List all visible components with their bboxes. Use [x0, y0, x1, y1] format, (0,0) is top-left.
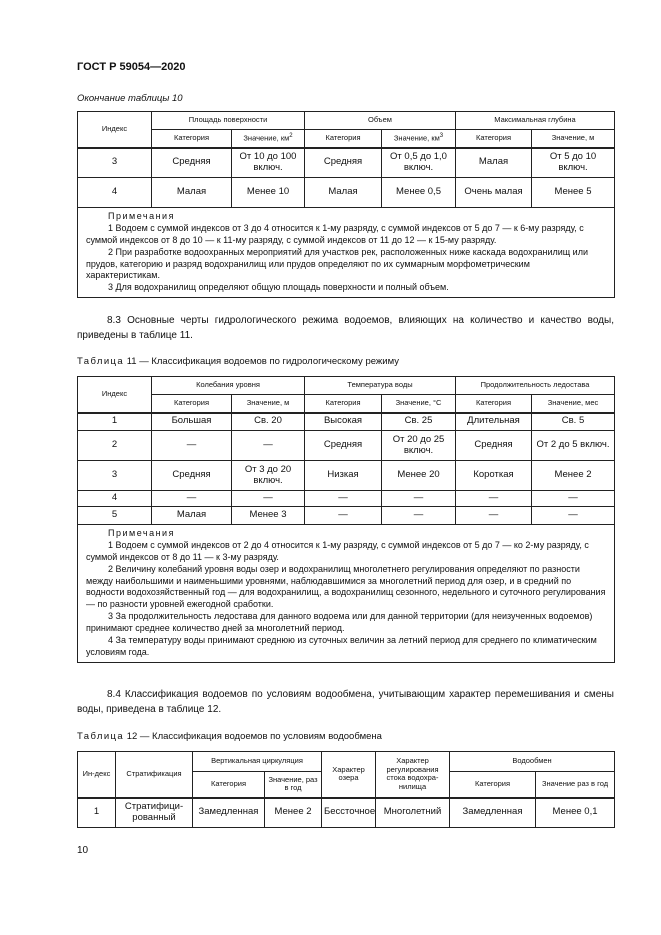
column-header: Категория	[456, 395, 532, 413]
table-cell: 2	[78, 431, 152, 461]
table-cell: —	[232, 431, 305, 461]
table-cell: От 10 до 100 включ.	[232, 148, 305, 178]
table-11	[77, 376, 615, 663]
table-cell: Малая	[305, 178, 382, 208]
table-cell: Длительная	[456, 413, 532, 431]
column-header: Стратификация	[116, 752, 193, 798]
notes-title: Примечания	[108, 528, 175, 538]
table-cell: —	[305, 491, 382, 507]
table-cell: Св. 25	[382, 413, 456, 431]
note-item: 4 За температуру воды принимают среднюю из суточных величин за летний период для среднего по климатическим условиям года.	[86, 634, 597, 657]
note-item: 1 Водоем с суммой индексов от 3 до 4 относится к 1-му разряду, с суммой индексов от 5 до 7 — к 6-му разряду, с суммой индексов от 8 до 10 — к 11-му разряду, с суммой индексов от 11 до 12 — к 15-му разряду.	[86, 222, 584, 245]
table-cell: Менее 10	[232, 178, 305, 208]
document-code: ГОСТ Р 59054—2020	[77, 61, 186, 73]
table-cell: Многолетний	[376, 798, 450, 828]
table-cell: Св. 5	[532, 413, 615, 431]
table-cell: От 5 до 10 включ.	[532, 148, 615, 178]
column-header: Категория	[456, 130, 532, 148]
table-cell: Менее 0,1	[536, 798, 615, 828]
table-cell: —	[152, 491, 232, 507]
table-cell: Малая	[456, 148, 532, 178]
column-header: Значение, $км^3$	[382, 130, 456, 148]
column-header: Категория	[152, 395, 232, 413]
table-cell: От 0,5 до 1,0 включ.	[382, 148, 456, 178]
table-cell: Менее 2	[265, 798, 322, 828]
group-header: Объем	[305, 112, 456, 130]
group-header: Максимальная глубина	[456, 112, 615, 130]
table-cell: Бессточное	[322, 798, 376, 828]
table12-caption: Таблица 12 — Классификация водоемов по условиям водообмена	[77, 731, 382, 742]
table-cell: Менее 5	[532, 178, 615, 208]
group-header: Водообмен	[450, 752, 615, 772]
note-item: 1 Водоем с суммой индексов от 2 до 4 относится к 1-му разряду, с суммой индексов от 5 до 7 — ко 2-му разряду, с суммой индексов от 8 до 11 — к 3-му разряду.	[86, 539, 589, 562]
table-cell: От 20 до 25 включ.	[382, 431, 456, 461]
note-item: 2 При разработке водоохранных мероприятий для участков рек, расположенных ниже каскада водохранилищ или прудов, категорию и разряд водохранилищ или прудов определяют по их суммарным морфометрическим характеристикам.	[86, 246, 588, 281]
column-header: Характер регулирования стока водохра-нилища	[376, 752, 450, 798]
table-row	[78, 507, 615, 525]
note-item: 3 Для водохранилищ определяют общую площадь поверхности и полный объем.	[108, 282, 449, 293]
column-header: Значение, $км^2$	[232, 130, 305, 148]
table-row	[78, 461, 615, 491]
table-row	[78, 148, 615, 178]
paragraph-8-3: 8.3 Основные черты гидрологического режима водоемов, влияющих на количество и качество воды, приведены в таблице 11.	[77, 315, 614, 341]
table-cell: 3	[78, 148, 152, 178]
column-header: Значение, м	[532, 130, 615, 148]
table-row	[78, 413, 615, 431]
table-cell: 1	[78, 413, 152, 431]
notes-title: Примечания	[108, 211, 175, 221]
table-cell: —	[532, 491, 615, 507]
group-header: Колебания уровня	[152, 377, 305, 395]
table-cell: Менее 2	[532, 461, 615, 491]
column-header: Значение, раз в год	[265, 772, 322, 798]
table-cell: Средняя	[456, 431, 532, 461]
page-number: 10	[77, 845, 89, 856]
table-cell: 4	[78, 178, 152, 208]
column-header: Характер озера	[322, 752, 376, 798]
column-header: Категория	[152, 130, 232, 148]
table-cell: От 2 до 5 включ.	[532, 431, 615, 461]
table-cell: Средняя	[152, 148, 232, 178]
column-header: Категория	[450, 772, 536, 798]
table-cell: Малая	[152, 507, 232, 525]
table-cell: —	[456, 507, 532, 525]
table-cell: Менее 0,5	[382, 178, 456, 208]
table10-caption: Окончание таблицы 10	[77, 93, 183, 104]
column-header: Категория	[193, 772, 265, 798]
table-cell: Стратифици-рованный	[116, 798, 193, 828]
table-cell: Средняя	[152, 461, 232, 491]
table-cell: —	[382, 507, 456, 525]
table-cell: Менее 20	[382, 461, 456, 491]
table-notes	[78, 208, 615, 298]
table-cell: Замедленная	[193, 798, 265, 828]
group-header: Вертикальная циркуляция	[193, 752, 322, 772]
table-cell: —	[305, 507, 382, 525]
table-cell: 4	[78, 491, 152, 507]
column-header: Значение, мес	[532, 395, 615, 413]
note-item: 2 Величину колебаний уровня воды озер и водохранилищ многолетнего регулирования определяют по разности между наибольшими и наименьшими уровнями, наблюдавшимися за многолетний период для озер, и в средний по водности водохозяйственный год — для водохранилищ, а водохранилищ сезонного, недельного и суточного регулирования — по разности уровней ежегодной сработки.	[86, 563, 606, 610]
table-cell: —	[532, 507, 615, 525]
table-cell: Замедленная	[450, 798, 536, 828]
column-header: Значение, °С	[382, 395, 456, 413]
table-10	[77, 111, 615, 298]
table-cell: —	[232, 491, 305, 507]
table-cell: —	[382, 491, 456, 507]
table-cell: Малая	[152, 178, 232, 208]
table-12	[77, 751, 615, 828]
column-header: Категория	[305, 395, 382, 413]
note-item: 3 За продолжительность ледостава для данного водоема или для данной территории (для неизученных водоемов) принимают среднее количество дней за многолетний период.	[86, 611, 593, 633]
table-cell: 1	[78, 798, 116, 828]
table-cell: Высокая	[305, 413, 382, 431]
table-cell: Средняя	[305, 148, 382, 178]
group-header: Температура воды	[305, 377, 456, 395]
table-row	[78, 798, 615, 828]
group-header: Продолжительность ледостава	[456, 377, 615, 395]
table-cell: Короткая	[456, 461, 532, 491]
table-cell: Менее 3	[232, 507, 305, 525]
table-cell: —	[456, 491, 532, 507]
table-row	[78, 178, 615, 208]
paragraph-8-4: 8.4 Классификация водоемов по условиям водообмена, учитывающим характер перемешивания и смены воды, приведена в таблице 12.	[77, 689, 614, 715]
index-header: Индекс	[78, 112, 152, 148]
table11-caption: Таблица 11 — Классификация водоемов по гидрологическому режиму	[77, 356, 399, 367]
column-header: Категория	[305, 130, 382, 148]
table-cell: Средняя	[305, 431, 382, 461]
table-cell: От 3 до 20 включ.	[232, 461, 305, 491]
table-cell: Св. 20	[232, 413, 305, 431]
table-cell: —	[152, 431, 232, 461]
table-cell: Большая	[152, 413, 232, 431]
column-header: Значение, м	[232, 395, 305, 413]
table-notes	[78, 525, 615, 663]
index-header: Индекс	[78, 377, 152, 413]
table-row	[78, 431, 615, 461]
table-row	[78, 491, 615, 507]
table-cell: Очень малая	[456, 178, 532, 208]
column-header: Значение раз в год	[536, 772, 615, 798]
table-cell: 3	[78, 461, 152, 491]
index-header: Ин-декс	[78, 752, 116, 798]
table-cell: Низкая	[305, 461, 382, 491]
table-cell: 5	[78, 507, 152, 525]
group-header: Площадь поверхности	[152, 112, 305, 130]
